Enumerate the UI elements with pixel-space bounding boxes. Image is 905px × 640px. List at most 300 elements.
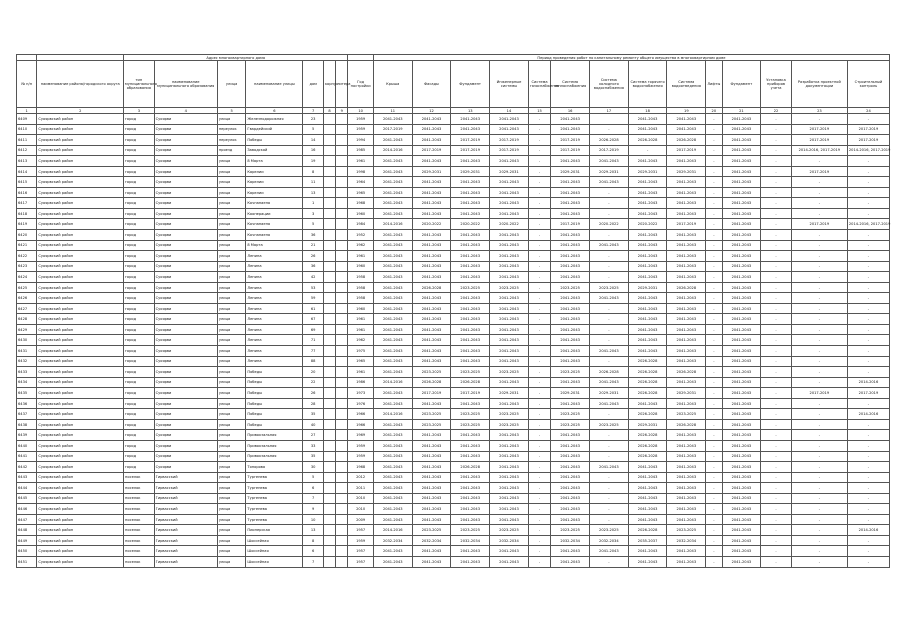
table-cell: 2041-2043 [551, 187, 590, 198]
table-cell: 2026-2028 [412, 377, 451, 388]
table-cell: 6432 [17, 356, 37, 367]
table-cell: 6415 [17, 177, 37, 188]
table-cell: Победы [246, 419, 303, 430]
table-cell: 2041-2043 [722, 156, 761, 167]
table-cell: - [847, 346, 889, 357]
table-cell [323, 535, 335, 546]
table-cell: 2023-2025 [451, 419, 490, 430]
table-cell: - [761, 398, 792, 409]
table-cell: - [589, 198, 628, 209]
table-cell: 2014-2016, 2017-2019 [791, 145, 847, 156]
table-cell: 2023-2025 [551, 419, 590, 430]
table-cell: 2035-2037 [628, 535, 667, 546]
table-cell: 2041-2043 [412, 208, 451, 219]
table-cell: - [791, 525, 847, 536]
table-cell: 2041-2043 [589, 156, 628, 167]
table-cell [336, 187, 348, 198]
table-cell: 6425 [17, 282, 37, 293]
table-cell: город [124, 282, 155, 293]
table-cell: - [761, 187, 792, 198]
table-cell: - [761, 166, 792, 177]
table-cell: - [761, 240, 792, 251]
table-cell: 6451 [17, 556, 37, 567]
table-cell [336, 451, 348, 462]
table-cell: 8 Марта [246, 156, 303, 167]
table-cell: 2014-2016 [847, 525, 889, 536]
table-cell [323, 556, 335, 567]
table-cell: 6429 [17, 324, 37, 335]
column-header: № п/п [17, 61, 37, 108]
table-cell: 2041-2043 [722, 398, 761, 409]
table-cell [336, 324, 348, 335]
table-cell: - [628, 145, 667, 156]
table-cell: - [528, 251, 550, 262]
table-cell: поселок [124, 514, 155, 525]
table-cell: - [761, 483, 792, 494]
table-cell: 2041-2043 [412, 430, 451, 441]
table-cell: город [124, 166, 155, 177]
table-cell: 2041-2043 [451, 240, 490, 251]
table-cell: 2017-2019 [373, 124, 412, 135]
table-cell: 3 [303, 208, 323, 219]
table-cell: 2041-2043 [722, 493, 761, 504]
table-cell: 2041-2043 [412, 451, 451, 462]
table-cell [323, 377, 335, 388]
table-cell: 2041-2043 [490, 272, 529, 283]
table-cell: 2041-2043 [589, 377, 628, 388]
table-cell: 2041-2043 [412, 198, 451, 209]
table-cell: Суоярвский район [37, 356, 124, 367]
table-cell: 1957 [348, 546, 373, 557]
table-cell: 6438 [17, 419, 37, 430]
table-cell: 1968 [348, 462, 373, 473]
table-cell: 2041-2043 [412, 514, 451, 525]
table-cell: 2041-2043 [490, 198, 529, 209]
table-cell: 6449 [17, 535, 37, 546]
table-cell [336, 145, 348, 156]
table-cell: - [791, 493, 847, 504]
table-cell: 2041-2043 [412, 177, 451, 188]
table-cell: - [847, 261, 889, 272]
table-cell: - [761, 124, 792, 135]
table-cell: - [589, 124, 628, 135]
table-cell [336, 525, 348, 536]
table-cell: 2026-2028 [451, 377, 490, 388]
table-cell: - [847, 462, 889, 473]
table-cell: 2023-2025 [490, 409, 529, 420]
table-cell: город [124, 177, 155, 188]
table-cell: 2041-2043 [628, 293, 667, 304]
table-cell: город [124, 135, 155, 146]
table-cell: - [761, 356, 792, 367]
table-cell [336, 314, 348, 325]
table-row [17, 177, 890, 188]
column-number: 19 [667, 108, 706, 114]
repair-program-table [16, 54, 890, 568]
table-cell: 2029-2031 [490, 166, 529, 177]
table-cell: 2041-2043 [490, 293, 529, 304]
table-cell [323, 314, 335, 325]
table-cell: Суоярвский район [37, 135, 124, 146]
table-cell: - [706, 219, 722, 230]
table-cell: 2041-2043 [451, 272, 490, 283]
table-cell: Суоярвский район [37, 240, 124, 251]
table-cell: 2017-2019 [667, 219, 706, 230]
table-cell: - [528, 525, 550, 536]
table-cell: 2041-2043 [451, 293, 490, 304]
table-cell: Тургенева [246, 514, 303, 525]
table-cell: - [847, 208, 889, 219]
column-header: Лифты [706, 61, 722, 108]
table-row [17, 156, 890, 167]
table-cell [336, 208, 348, 219]
table-cell: 2010 [348, 504, 373, 515]
table-cell: - [761, 346, 792, 357]
table-row [17, 419, 890, 430]
table-cell: 2041-2043 [412, 440, 451, 451]
table-cell: - [706, 514, 722, 525]
table-cell: 2041-2043 [490, 187, 529, 198]
table-row [17, 398, 890, 409]
table-cell: Суоярвский район [37, 367, 124, 378]
table-cell: - [528, 451, 550, 462]
table-cell: 2041-2043 [373, 177, 412, 188]
table-cell: - [706, 251, 722, 262]
table-cell: 2041-2043 [412, 187, 451, 198]
table-cell: - [791, 535, 847, 546]
table-cell: 2026-2028 [628, 451, 667, 462]
table-cell: 6410 [17, 124, 37, 135]
table-cell: - [706, 419, 722, 430]
table-cell: 13 [303, 187, 323, 198]
table-cell: 2041-2043 [490, 324, 529, 335]
table-cell: 6433 [17, 367, 37, 378]
table-cell: 2041-2043 [551, 124, 590, 135]
table-cell: 2041-2043 [490, 546, 529, 557]
table-cell: Суоярви [154, 198, 217, 209]
table-cell: 2041-2043 [490, 346, 529, 357]
table-cell: 2041-2043 [628, 398, 667, 409]
table-cell: поселок [124, 483, 155, 494]
table-cell: Карелии [246, 187, 303, 198]
table-cell: 88 [303, 356, 323, 367]
table-cell [336, 303, 348, 314]
column-number: 11 [373, 108, 412, 114]
column-header: наименование района/городского округа [37, 61, 124, 108]
table-cell: город [124, 324, 155, 335]
table-cell: 2029-2031 [451, 166, 490, 177]
table-cell: 2041-2043 [490, 493, 529, 504]
table-cell [336, 272, 348, 283]
table-cell: Суоярви [154, 462, 217, 473]
table-cell: - [847, 198, 889, 209]
table-cell: 2041-2043 [451, 451, 490, 462]
table-cell: 2041-2043 [451, 493, 490, 504]
table-cell: улица [217, 198, 246, 209]
table-cell: 2041-2043 [628, 314, 667, 325]
column-header: дом [303, 61, 323, 108]
table-cell: 2041-2043 [667, 440, 706, 451]
table-cell: 6414 [17, 166, 37, 177]
table-cell: Суоярвский район [37, 219, 124, 230]
table-cell: - [791, 208, 847, 219]
table-cell: город [124, 303, 155, 314]
table-cell: - [847, 166, 889, 177]
table-cell: 2041-2043 [373, 303, 412, 314]
table-row [17, 114, 890, 125]
table-cell: - [847, 556, 889, 567]
table-cell: 2014-2016 [373, 219, 412, 230]
table-cell: Ленина [246, 282, 303, 293]
table-cell: Ленина [246, 314, 303, 325]
table-cell: 1984 [348, 219, 373, 230]
table-cell: город [124, 251, 155, 262]
table-cell: 2023-2025 [451, 525, 490, 536]
table-cell: - [791, 187, 847, 198]
table-cell: - [528, 335, 550, 346]
table-cell: - [761, 303, 792, 314]
table-cell: Суоярвский район [37, 346, 124, 357]
table-cell: улица [217, 388, 246, 399]
table-cell: - [847, 282, 889, 293]
table-row [17, 272, 890, 283]
column-number: 15 [528, 108, 550, 114]
table-cell: - [791, 504, 847, 515]
table-cell: 36 [303, 261, 323, 272]
table-cell: 2029-2031 [589, 166, 628, 177]
table-cell: 2041-2043 [373, 367, 412, 378]
table-cell: - [706, 230, 722, 241]
table-cell: 6430 [17, 335, 37, 346]
table-cell: Суоярвский район [37, 114, 124, 125]
table-cell: 2041-2043 [589, 546, 628, 557]
table-cell: 2041-2043 [589, 462, 628, 473]
table-cell: 1960 [348, 208, 373, 219]
table-row [17, 124, 890, 135]
table-cell: 2017-2019 [451, 388, 490, 399]
table-cell: 30 [303, 462, 323, 473]
table-row [17, 187, 890, 198]
table-cell: - [761, 504, 792, 515]
table-cell: город [124, 230, 155, 241]
table-cell: 2041-2043 [373, 187, 412, 198]
table-cell: - [528, 303, 550, 314]
table-cell [336, 388, 348, 399]
table-cell: 2026-2028 [667, 135, 706, 146]
table-cell: 2041-2043 [589, 177, 628, 188]
table-cell: 2023-2025 [551, 409, 590, 420]
table-cell: Суоярвский район [37, 208, 124, 219]
table-cell: 2041-2043 [551, 293, 590, 304]
table-cell: 1965 [348, 356, 373, 367]
table-cell: 2041-2043 [667, 303, 706, 314]
table-cell [336, 335, 348, 346]
table-cell [323, 282, 335, 293]
table-cell: 2041-2043 [722, 251, 761, 262]
table-cell: Суоярви [154, 230, 217, 241]
table-cell: 2041-2043 [373, 114, 412, 125]
table-cell [323, 398, 335, 409]
table-cell [323, 208, 335, 219]
table-cell: - [706, 187, 722, 198]
table-cell: 2041-2043 [451, 472, 490, 483]
table-cell: 2041-2043 [628, 335, 667, 346]
table-cell: 1957 [348, 525, 373, 536]
table-cell: 2041-2043 [412, 472, 451, 483]
table-cell: 2041-2043 [722, 556, 761, 567]
table-cell: Суоярви [154, 135, 217, 146]
table-cell: 2041-2043 [373, 451, 412, 462]
table-cell: 2041-2043 [667, 314, 706, 325]
table-cell: 2017-2019 [847, 388, 889, 399]
table-cell: 2041-2043 [722, 303, 761, 314]
table-cell [336, 483, 348, 494]
table-cell: 20 [303, 367, 323, 378]
table-cell: - [589, 251, 628, 262]
table-cell [336, 240, 348, 251]
table-cell: - [847, 187, 889, 198]
table-cell: 1976 [348, 398, 373, 409]
works-group-header: Период проведения работ по капитальному ремонту общего имущества в многоквартирном доме [373, 55, 889, 61]
table-cell: 2041-2043 [722, 114, 761, 125]
table-cell: улица [217, 356, 246, 367]
table-cell: Суоярвский район [37, 451, 124, 462]
table-cell: Ленина [246, 293, 303, 304]
table-cell: 2041-2043 [551, 240, 590, 251]
table-cell: 2041-2043 [551, 261, 590, 272]
table-cell: - [528, 367, 550, 378]
table-cell [336, 135, 348, 146]
table-cell [336, 504, 348, 515]
table-cell: - [791, 177, 847, 188]
table-cell: - [706, 324, 722, 335]
table-cell: 2020-2022 [490, 219, 529, 230]
table-cell: 5 [303, 472, 323, 483]
table-cell: 6413 [17, 156, 37, 167]
table-cell: 2041-2043 [722, 282, 761, 293]
table-cell: 2041-2043 [722, 356, 761, 367]
table-cell: 35 [303, 451, 323, 462]
table-cell: Суоярви [154, 124, 217, 135]
table-cell: - [706, 356, 722, 367]
table-cell: 2041-2043 [589, 240, 628, 251]
table-cell: город [124, 377, 155, 388]
table-cell [323, 303, 335, 314]
table-cell: 2041-2043 [451, 546, 490, 557]
table-cell: 2041-2043 [551, 198, 590, 209]
table-cell [336, 198, 348, 209]
table-cell: поселок [124, 535, 155, 546]
table-cell: 6444 [17, 483, 37, 494]
table-cell [336, 472, 348, 483]
table-cell: 6426 [17, 293, 37, 304]
table-cell: Суоярви [154, 377, 217, 388]
table-cell: Тургенева [246, 493, 303, 504]
table-row [17, 535, 890, 546]
table-cell: - [761, 472, 792, 483]
table-cell: 2041-2043 [628, 504, 667, 515]
table-row [17, 440, 890, 451]
table-cell: город [124, 272, 155, 283]
table-cell: улица [217, 419, 246, 430]
table-cell: город [124, 356, 155, 367]
program-sheet [16, 54, 890, 568]
column-number: 1 [17, 108, 37, 114]
table-cell: - [706, 208, 722, 219]
table-cell: Победы [246, 135, 303, 146]
table-cell: 2041-2043 [628, 493, 667, 504]
column-number: 16 [551, 108, 590, 114]
table-cell: Суоярви [154, 367, 217, 378]
table-cell [323, 251, 335, 262]
table-cell: - [589, 483, 628, 494]
table-cell: город [124, 388, 155, 399]
table-cell: - [791, 261, 847, 272]
table-cell: улица [217, 514, 246, 525]
table-cell: Суоярвский район [37, 462, 124, 473]
table-cell: - [706, 198, 722, 209]
table-cell: 2041-2043 [451, 514, 490, 525]
table-cell: Суоярвский район [37, 504, 124, 515]
table-cell: 6 [303, 483, 323, 494]
table-cell: 2041-2043 [373, 398, 412, 409]
table-cell: город [124, 293, 155, 304]
table-cell: Гирвасский [154, 546, 217, 557]
table-cell: - [761, 198, 792, 209]
table-cell: 1966 [348, 419, 373, 430]
table-cell: Победы [246, 388, 303, 399]
table-cell: - [589, 409, 628, 420]
table-cell: 2041-2043 [628, 124, 667, 135]
table-cell: 1973 [348, 388, 373, 399]
table-cell: 2014-2016 [847, 377, 889, 388]
table-cell: - [706, 535, 722, 546]
table-cell: 2041-2043 [667, 208, 706, 219]
table-cell [323, 156, 335, 167]
table-cell: 26 [303, 251, 323, 262]
table-cell: - [761, 282, 792, 293]
table-cell: 2029-2031 [667, 166, 706, 177]
table-cell: 2041-2043 [667, 261, 706, 272]
table-cell: - [761, 135, 792, 146]
table-cell: 1962 [348, 240, 373, 251]
table-cell: - [847, 335, 889, 346]
table-cell: - [528, 314, 550, 325]
table-cell: улица [217, 367, 246, 378]
table-cell: Суоярви [154, 335, 217, 346]
table-cell: - [528, 398, 550, 409]
table-cell: переулок [217, 124, 246, 135]
table-cell: - [791, 483, 847, 494]
table-cell: - [847, 504, 889, 515]
table-cell: - [761, 535, 792, 546]
table-cell: Суоярвский район [37, 187, 124, 198]
table-cell: Пионерская [246, 525, 303, 536]
table-cell: город [124, 451, 155, 462]
table-cell: - [706, 346, 722, 357]
table-cell: Суоярвский район [37, 546, 124, 557]
table-row [17, 504, 890, 515]
table-cell: 6440 [17, 440, 37, 451]
table-cell [323, 293, 335, 304]
table-cell: 2041-2043 [373, 293, 412, 304]
table-cell: - [791, 556, 847, 567]
table-cell: 2026-2028 [667, 419, 706, 430]
table-cell: 2041-2043 [628, 251, 667, 262]
table-cell: Шоссейная [246, 556, 303, 567]
table-cell [323, 472, 335, 483]
table-cell: 2041-2043 [722, 314, 761, 325]
